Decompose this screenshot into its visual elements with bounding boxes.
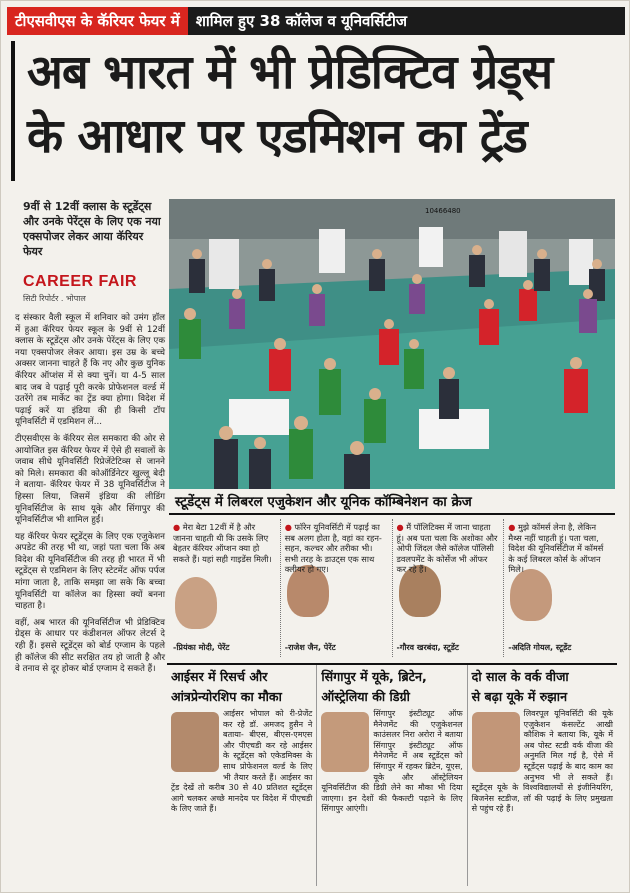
story-text: लिवरपूल यूनिवर्सिटी की यूके एजुकेशन कंसल्टेंट आखी कौशिक ने बताया कि, यूके में अब पोस्ट स्टडी वर्क वीजा की अनुमति मिल गई है, ऐसे में स्टूडेंट्स पढ़ाई के बाद काम का अनुभव भी ले सकते हैं। स्टूडेंट्स यूके के विश्वविद्यालयों से इंजीनियरिंग, बिजनेस स्टडीज, लॉ की पढ़ाई के लिए प्रमुखता से पहुंच रहे हैं। (471, 709, 613, 814)
story-text: सिंगापुर इंस्टीट्यूट ऑफ मैनेजमेंट की एजुकेशनल काउंसलर निरा अरोरा ने बताया सिंगापुर इंस्टीट्यूट ऑफ मैनेजमेंट में अब स्टूडेंट्स को सिंगापुर में रहकर ब्रिटेन, यूएस, यूके और ऑस्ट्रेलियन यूनिवर्सिटीज की डिग्री लेने का मौका भी दिया जाएगा। इन देशों की फैकल्टी पढ़ाने के लिए सिंगापुर आएंगी। (321, 709, 463, 814)
quote-box (169, 519, 281, 657)
article-paragraph: टीएसवीएस के कॅरियर सेल समकारा की ओर से आयोजित इस कॅरियर फेयर में ऐसे ही सवालों के जवाब सीधे यूनिवर्सिटी रिप्रेजेंटेटिव्स से जानने को मिले। समकारा की कोऑर्डिनेटर खुल्लू बेदी ने बताया- कॅरियर फेयर में 38 यूनिवर्सिटीज ने हिस्सा लिया, जिसमें इंडिया की लीडिंग यूनिवर्सिटीज के साथ यूके और सिंगापुर की यूनिवर्सिटीज भी शामिल हुईं। (15, 433, 165, 526)
story-photo (171, 712, 219, 772)
quote-text: ● मैं पॉलिटिक्स में जाना चाहता हूं। अब पता चला कि अशोका और ओपी जिंदल जैसे कॉलेज पॉलिसी डवलपमेंट के कोर्सेज भी ऑफर कर रहे हैं। (396, 522, 498, 575)
headline (11, 41, 621, 181)
story-headline-2: ऑस्ट्रेलिया की डिग्री (321, 689, 410, 704)
quotes-strip (169, 519, 615, 657)
quote-signature: -गौरव खरबंदा, स्टूडेंट (396, 643, 459, 652)
quote-photo (175, 577, 217, 629)
article-paragraph: यह कॅरियर फेयर स्टूडेंट्स के लिए एक एजुकेशन अपडेट की तरह भी था, जहां पता चला कि अब विदेश की यूनिवर्सिटीज की तरह ही भारत में भी स्टूडेंट्स से एडमिशन के लिए स्टेटमेंट ऑफ पर्पज मांगा जाता है, ताकि समझा जा सके कि बच्चा यूनिवर्सिटी या कॉलेज का हिस्सा क्यों बनना चाहता है। (15, 531, 165, 612)
story-headline-1: आईसर में रिसर्च और (171, 669, 268, 684)
story-singapore (317, 665, 467, 886)
bottom-stories (167, 663, 617, 886)
quote-photo (510, 569, 552, 621)
photo-id: 10466480 (425, 207, 461, 215)
quote-box (393, 519, 505, 657)
career-fair-label: CAREER FAIR (23, 273, 137, 290)
headline-line-1: अब भारत में भी प्रेडिक्टिव ग्रेड्स (27, 45, 553, 100)
story-photo (472, 712, 520, 772)
headline-line-2: के आधार पर एडमिशन का ट्रेंड (27, 109, 527, 164)
story-headline-1: दो साल के वर्क वीजा (471, 669, 569, 684)
story-photo (321, 712, 369, 772)
quote-signature: -अदिति गोयल, स्टूडेंट (508, 643, 572, 652)
quote-signature: -राजेश जैन, पेरेंट (284, 643, 336, 652)
main-article-column (15, 313, 165, 681)
story-headline-1: सिंगापुर में यूके, ब्रिटेन, (321, 669, 427, 684)
career-fair-photo (169, 199, 615, 489)
intro-blurb: 9वीं से 12वीं क्लास के स्टूडेंट्स और उनके पेरेंट्स के लिए एक नया एक्सपोजर लेकर आया कॅरियर फेयर (23, 200, 161, 258)
story-text: आईसर भोपाल को री-प्रेजेंट कर रहे डॉ. अमजद हुसैन ने बताया- बीएस, बीएस-एमएस और पीएचडी कर रहे आईसर के स्टूडेंट्स को एकेडमिक्स के साथ प्रोफेशनल वर्ल्ड के लिए भी तैयार करते हैं। आईसर का ट्रेंड देखें तो करीब 30 से 40 प्रतिशत स्टूडेंट्स आगे चलकर अच्छे मानदेय पर विदेश में पीएचडी के लिए जाते हैं। (171, 709, 313, 814)
story-uk (468, 665, 617, 886)
story-headline-2: आंत्रप्रेन्योरशिप का मौका (171, 689, 282, 704)
quote-box (281, 519, 393, 657)
quote-text: ● फॉरेन यूनिवर्सिटी में पढ़ाई का सब अलग होता है, वहां का रहन-सहन, कल्चर और तरीका भी। सभी तरह के डाउट्स एक साथ क्लीयर हो गए। (284, 522, 382, 575)
quote-section-heading: स्टूडेंट्स में लिबरल एजुकेशन और यूनिक कॉम्बिनेशन का क्रेज (169, 489, 615, 515)
article-paragraph: द संस्कार वैली स्कूल में शनिवार को उमंग हॉल में हुआ कॅरियर फेयर स्कूल के 9वीं से 12वीं क्लास के स्टूडेंट्स और उनके पेरेंट्स के लिए एक नया एक्सपोजर लेकर आया। इस उम्र के बच्चे अक्सर जानना चाहते हैं कि नए और कुछ युनिक कॅरियर ऑप्शंस में से क्या चुनें। या 4-5 साल बाद जब वे पढ़ाई पूरी करके प्रोफेशनल वर्ल्ड में उतरेंगे तब मार्केट का ट्रेंड क्या होगा। विदेश में पढ़ाई करें या इंडिया की ही किसी टॉप यूनिवर्सिटी में एडमिशन लें... (15, 313, 165, 428)
quote-text: ● मेरा बेटा 12वीं में है और जानना चाहती थी कि उसके लिए बेहतर कॅरियर ऑप्शन क्या हो सकते हैं। यहां सही गाइडेंस मिली। (173, 522, 272, 564)
quote-signature: -प्रियंका मोदी, पेरेंट (173, 643, 230, 652)
article-paragraph: वहीं, अब भारत की यूनिवर्सिटीज भी प्रेडिक्टिव ग्रेड्स के आधार पर कंडीशनल ऑफर लेटर्स दे रही हैं। इससे स्टूडेंट्स को बोर्ड एग्जाम के पहले ही कॉलेज की सीट सरक्षित तय हो जाती है और वे तनाव से दूर होकर बोर्ड एग्जाम दे सकते हैं। (15, 617, 165, 675)
banner-left: टीएसवीएस के कॅरियर फेयर में (7, 7, 188, 35)
story-iiser (167, 665, 317, 886)
quote-box (504, 519, 615, 657)
section-banner (7, 7, 625, 35)
story-headline-2: से बढ़ा यूके में रुझान (471, 689, 568, 704)
banner-right: शामिल हुए 38 कॉलेज व यूनिवर्सिटीज (188, 7, 625, 35)
byline: सिटी रिपोर्टर . भोपाल (23, 294, 86, 303)
quote-text: ● मुझे कॉमर्स लेना है, लेकिन मैथ्स नहीं चाहती हूं। पता चला, विदेश की यूनिवर्सिटीज में कॉमर्स के कई लिबरल कोर्स के ऑप्शन मिले। (508, 522, 604, 575)
photo-illustration (169, 199, 615, 489)
